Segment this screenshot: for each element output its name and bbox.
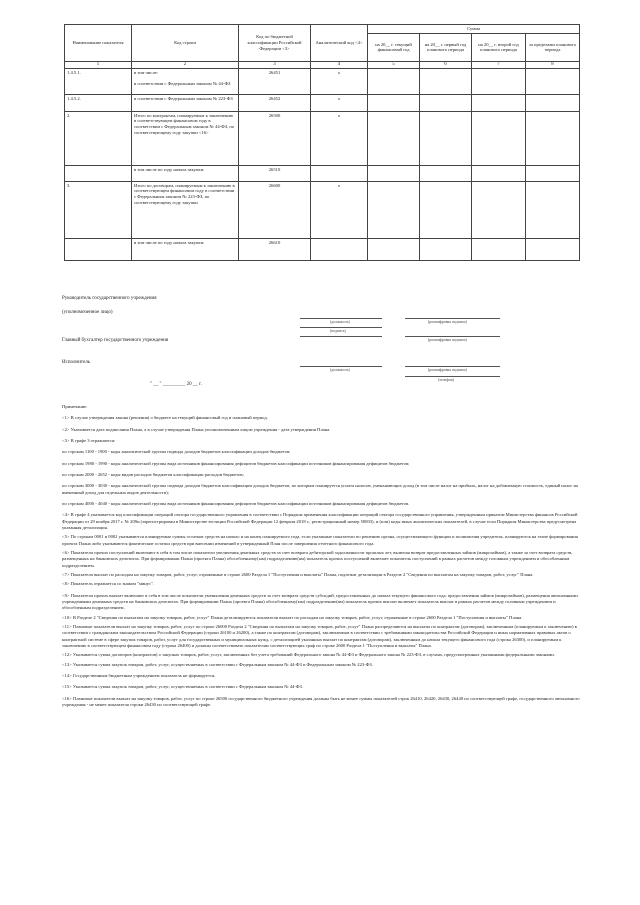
- note-item: <12> Указывается сумма договоров (контрактов) о закупках товаров, работ, услуг, заключенных без учета требований Федерального закона № 44-ФЗ и Федерального закона № 223-ФЗ, в случаях, предусмотренных указанными федеральными законами.: [62, 652, 555, 658]
- col-number: 5: [368, 61, 420, 68]
- table-row: [65, 94, 580, 111]
- note-item: по строкам 4000 - 4040 - коды аналитической группы вида источников финансирования дефицитов бюджетов классификации источников финансирования дефицитов бюджетов.: [62, 500, 410, 506]
- col-number: 6: [420, 61, 472, 68]
- row-code: 26452: [239, 94, 311, 111]
- row-name: в том числе по году начала закупки:: [132, 165, 239, 181]
- note-item: по строкам 3000 - 3030 - коды аналитической группы подвида доходов бюджетов классификации доходов бюджетов, по которым планируется уплата налогов, уменьшающих доход (в том числе налог на прибыль, налог на добавленную стоимость, единый налог на вмененный доход для отдельных видов деятельности);: [62, 483, 578, 495]
- note-item: <8> Показатель отражается со знаком "минус".: [62, 581, 155, 587]
- accountant-title: Главный бухгалтер государственного учреждения: [62, 338, 169, 343]
- note-item: <15> Указывается сумма закупок товаров, работ, услуг, осуществляемых в соответствии с Федеральным законом № 44-ФЗ.: [62, 684, 303, 690]
- col-number: 8: [526, 61, 580, 68]
- header-sum: Сумма: [368, 25, 580, 34]
- note-item: <11> Плановые показатели выплат на закупку товаров, работ, услуг по строке 26000 Раздела 2 "Сведения по выплатам на закупку товаров, работ, услуг" Плана распределяются на выплаты по контрактам (договорам), заключенным (планируемым к заключению) в соответствии с гражданским законодательством Российской Федерации (строки 26100 и 26200), а также по контрактам (договорам), заключаемым в соответствии с требованиями законодательства Российской Федерации и иных нормативных правовых актов о контрактной системе в сфере закупок товаров, работ, услуг для государственных и муниципальных нужд, с детализацией указанных выплат по контрактам (договорам), заключенным до начала текущего финансового года (строка 26300), и планируемым к заключению в соответствующем финансовом году (строка 26400) и должны соответствовать показателям соответствующих граф по строке 2600 Раздела 1 "Поступления и выплаты" Плана.: [62, 623, 577, 648]
- executor-phone-line: [405, 376, 500, 377]
- accountant-signature-line: [300, 336, 382, 337]
- note-item: <7> Показатели выплат по расходам на закупку товаров, работ, услуг, отраженные в строке 2600 Раздела 1 "Поступления и выплаты" Плана, подлежат детализации в Разделе 2 "Сведения по выплатам на закупку товаров, работ, услуг" Плана.: [62, 571, 534, 577]
- row-analytic: [311, 238, 368, 260]
- col-number: 7: [472, 61, 526, 68]
- row-analytic: x: [311, 111, 368, 165]
- note-item: <6> Показатели прочих поступлений включают в себя в том числе показатели увеличения денежных средств за счет возврата дебиторской задолженности прошлых лет, включая возврат предоставленных займов (микрозаймов), а также за счет возврата средств, размещенных на банковских депозитах. При формировании Плана (проекта Плана) обособленному(ым) подразделению(ям) показатель прочих поступлений включает показатель поступлений в рамках расчетов между головным учреждением и обособленным подразделением.: [62, 549, 573, 568]
- row-number: 2.: [65, 111, 132, 165]
- row-code: 26510: [239, 165, 311, 181]
- row-number: [65, 165, 132, 181]
- note-item: <1> В случае утверждения закона (решения) о бюджете на текущий финансовый год и плановый период.: [62, 415, 268, 421]
- caption-position: (должность): [330, 368, 350, 372]
- row-number: 3.: [65, 181, 132, 238]
- row-code: 26600: [239, 181, 311, 238]
- note-item: <9> Показатели прочих выплат включают в себя в том числе показатели уменьшения денежных средств за счет возврата средств субсидий, предоставленных до начала текущего финансового года, предоставления займов (микрозаймов), размещения автономными учреждениями денежных средств на банковских депозитах. При формировании Плана (проекта Плана) обособленному(ым) подразделению(ям) показатель прочих выплат включает показатель выплат в рамках расчетов между головным учреждением и обособленным подразделением.: [62, 592, 578, 611]
- table-row: [65, 238, 580, 260]
- table-row: [65, 111, 580, 165]
- head-subtitle: (уполномоченное лицо): [62, 310, 113, 315]
- row-name: в соответствии с Федеральным законом № 223-ФЗ: [132, 94, 239, 111]
- executor-title: Исполнитель: [62, 360, 90, 365]
- caption-signature: (подпись): [330, 329, 346, 333]
- note-item: по строкам 2000 - 2652 - коды видов расходов бюджетов классификации расходов бюджетов;: [62, 471, 244, 477]
- row-analytic: x: [311, 94, 368, 111]
- caption-decoding: (расшифровка подписи): [428, 320, 467, 324]
- caption-position: (должность): [330, 320, 350, 324]
- row-name: в том числе по году начала закупки:: [132, 238, 239, 260]
- head-position-line: [300, 318, 382, 319]
- note-item: по строкам 1100 - 1900 - коды аналитической группы подвида доходов бюджетов классификации доходов бюджетов;: [62, 449, 291, 455]
- note-item: <3> В графе 3 отражаются:: [62, 437, 116, 443]
- note-item: <10> В Разделе 2 "Сведения по выплатам на закупку товаров, работ, услуг" Плана детализируются показатели выплат по расходам на закупку товаров, работ, услуг, отраженные в строке 2600 Раздела 1 "Поступления и выплаты" Плана.: [62, 614, 523, 620]
- header-year-beyond: за пределами планового периода: [526, 33, 580, 61]
- notes-section: [62, 404, 582, 713]
- date-line: " __ " _________ 20 __ г.: [150, 382, 202, 387]
- notes-title: Примечание:: [62, 404, 88, 409]
- row-number: [65, 238, 132, 260]
- header-year-first: на 20__ г. первый год планового периода: [420, 33, 472, 61]
- col-number: 4: [311, 61, 368, 68]
- row-code: 26610: [239, 238, 311, 260]
- caption-decoding: (расшифровка подписи): [428, 338, 467, 342]
- plan-table: [64, 24, 580, 261]
- executor-decoding-line: [405, 366, 500, 367]
- note-item: <2> Указывается дата подписания Плана, а в случае утверждения Плана уполномоченным лицом учреждения - дата утверждения Плана.: [62, 426, 331, 432]
- caption-phone: (телефон): [438, 378, 454, 382]
- note-item: <14> Государственным бюджетным учреждением показатель не формируется.: [62, 672, 216, 678]
- accountant-decoding-line: [405, 336, 500, 337]
- row-code: 26500: [239, 111, 311, 165]
- header-year-current: на 20__ г. текущий финансовый год: [368, 33, 420, 61]
- row-code: 26451: [239, 68, 311, 94]
- header-row-code: Код строки: [132, 25, 239, 62]
- table-row: [65, 181, 580, 238]
- col-number: 2: [132, 61, 239, 68]
- header-indicator: Наименование показателя: [65, 25, 132, 62]
- column-number-row: [65, 61, 580, 68]
- row-analytic: x: [311, 68, 368, 94]
- row-name: Итого по контрактам, планируемым к заключению в соответствующем финансовом году в соответствии с Федеральным законом № 44-ФЗ, по соответствующему году закупки <16>: [132, 111, 239, 165]
- note-item: <5> По строкам 0001 и 0002 указываются планируемые суммы остатков средств на начало и на конец планируемого года, если указанные показатели по решению органа, осуществляющего функции и полномочия учредителя, планируются на этапе формирования проекта Плана либо указываются фактические остатки средств при внесении изменений в утвержденный План после завершения отчетного финансового года.: [62, 534, 578, 546]
- row-analytic: x: [311, 181, 368, 238]
- table-row: [65, 165, 580, 181]
- header-year-second: на 20__ г. второй год планового периода: [472, 33, 526, 61]
- caption-decoding: (расшифровка подписи): [428, 368, 467, 372]
- header-analytic-code: Аналитический код <4>: [311, 25, 368, 62]
- row-name: Итого по договорам, планируемым к заключению в соответствующем финансовом году в соответствии с Федеральным законом № 223-ФЗ, по соответствующему году закупки: [132, 181, 239, 238]
- head-decoding-line: [405, 318, 500, 319]
- col-number: 1: [65, 61, 132, 68]
- header-budget-code: Код по бюджетной классификации Российской Федерации <3>: [239, 25, 311, 62]
- note-item: <4> В графе 4 указывается код классификации операций сектора государственного управления в соответствии с Порядком применения классификации операций сектора государственного управления, утвержденным приказом Министерства финансов Российской Федерации от 29 ноября 2017 г. № 209н (зарегистрирован в Министерстве юстиции Российской Федерации 12 февраля 2018 г., регистрационный номер 50003), и (или) коды иных аналитических показателей, в случае если Порядком Министерства предусмотрена указанная детализация.: [62, 512, 578, 530]
- col-number: 3: [239, 61, 311, 68]
- note-item: <16> Плановые показатели выплат на закупку товаров, работ, услуг по строке 26500 государственного бюджетного учреждения должны быть не менее суммы показателей строк 26410, 26420, 26430, 26440 по соответствующей графе, государственного автономного учреждения - не менее показателя строки 26430 по соответствующей графе.: [62, 695, 580, 707]
- note-item: по строкам 1980 - 1990 - коды аналитической группы вида источников финансирования дефицитов бюджетов классификации источников финансирования дефицитов бюджетов;: [62, 460, 410, 466]
- note-item: <13> Указывается сумма закупок товаров, работ, услуг, осуществляемых в соответствии с Федеральным законом № 44-ФЗ и Федеральным законом № 223-ФЗ.: [62, 661, 373, 667]
- row-name: в том числе: в соответствии с Федеральным законом № 44-ФЗ: [132, 68, 239, 94]
- executor-position-line: [300, 366, 382, 367]
- row-number: 1.4.5.2.: [65, 94, 132, 111]
- head-signature-line: [300, 327, 382, 328]
- row-analytic: [311, 165, 368, 181]
- head-title: Руководитель государственного учреждения: [62, 296, 157, 301]
- row-number: 1.4.5.1.: [65, 68, 132, 94]
- table-row: [65, 68, 580, 94]
